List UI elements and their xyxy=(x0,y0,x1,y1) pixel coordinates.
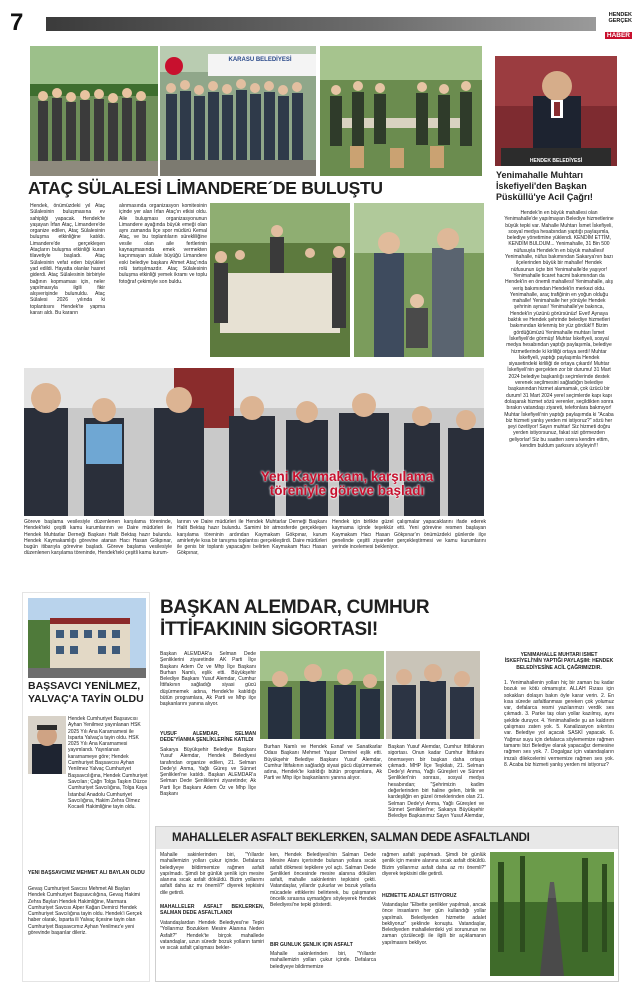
courthouse-photo xyxy=(28,598,146,678)
muhtar-photo xyxy=(495,56,617,166)
asfalt-col3b: Vatandaşlar "Elbette şenlikler yapılmalı, ancak önce insanların her gün kullandığı yollar yapılmalı. Belediyeden hizmette adalet bekliyoruz" şeklinde konuştu. Vatandaşlar, Belediyeden mahallelerdeki yol sorununun ne zaman çözüleceği ile ilgili bir açıklamanın yapılmasını bekliyor. xyxy=(382,902,486,946)
bassavci-subhead: YENİ BAŞSAVCIMIZ MEHMET ALİ BAYLAN OLDU xyxy=(28,870,145,876)
atac-banner-label: KARASU BELEDİYESİ xyxy=(228,57,292,63)
atac-photo-table xyxy=(320,46,482,176)
alemdar-col1: Başkan ALEMDAR'a Selman Dede Şenliklerini ziyaretinde AK Parti İlçe Başkanı Adem Öz ve Mhp İlçe Başkanı Burhan Namlı, eşlik etti. Büyükşehir Belediye Başkanı Yusuf Alemdar, Cumhur İttifakının sağladığı siyasi gücü düşürmemek adına, Hendek'te katıldığı bütün programlara, Ak Parti ve Mhp ilçe başkanlarını yanına alıyor. xyxy=(160,651,256,708)
bassavci-headline: BAŞSAVCI YENİLMEZ, YALVAÇ'A TAYİN OLDU xyxy=(28,680,144,705)
muhtar-subhead: YENİMAHALLE MUHTARI İSMET İSKEFİYELİ'NİN YAPTIĞI PAYLAŞIM: HENDEK BELEDİYESİNE ACİL ÇAĞRIMIZDIR. xyxy=(504,652,614,671)
muhtar-headline-line1: Yenimahalle Muhtarı xyxy=(496,170,584,180)
atac-photo-banner xyxy=(160,46,316,176)
logo-line-2: GERÇEK xyxy=(608,18,632,24)
page-header xyxy=(10,9,632,39)
muhtar-podium-label: HENDEK BELEDİYESİ xyxy=(529,158,583,164)
asfalt-headline: MAHALLELER ASFALT BEKLERKEN, SALMAN DEDE ASFALTLANDI xyxy=(172,832,530,844)
alemdar-headline-line1: BAŞKAN ALEMDAR, CUMHUR xyxy=(160,597,430,618)
alemdar-photo-2 xyxy=(386,651,480,739)
bassavci-body2: Gevaş Cumhuriyet Savcısı Mehmet Ali Baylan Hendek Cumhuriyet Başsavcılığına, Gevaş Hakimi Zehra Baylan Hendek Hakimliğine, Marmara Cumhuriyet Savcısı Alper Kağan Demirci Hendek Cumhuriyet Savcılığına tayin oldu. Hendek'i Gerçek haber olarak, Isparta ili Yalvaç ilçesine tayin olan Cumhuriyet Başsavcımız Ayhan Yenilmez'e yeni görevinde başarılar dileriz. xyxy=(28,886,143,937)
alemdar-headline-line2: İTTİFAKININ SİGORTASI! xyxy=(160,619,378,640)
bassavci-body: Hendek Cumhuriyet Başsavcısı Ayhan Yenilmez yayınlanan HSK 2025 Yılı Ana Kararnamesi ile Isparta Yalvaç'a tayin oldu. HSK 2025 Yılı Ana Kararnamesi yayımlandı. Yayınlanan kararnameye göre; Hendek Cumhuriyet Başsavcısı Ayhan Yenilmez Yalvaç Cumhuriyet Başsavcılığına, Hendek Cumhuriyet Savcıları; Çağrı Tolga Taşkın Düzce Cumhuriyet Savcılığına, Tolga Kaya İstanbul Anadolu Cumhuriyet Savcılığına, Hakim Zehra Ölmez Kocaeli Hakimliğine tayin oldu. xyxy=(68,716,148,811)
asfalt-col3: rağmen asfalt yapılmadı. Şimdi bir günlük şenlik için mesire alanına sıcak asfalt döküldü. Bizim yollarımız asfalt daha az mı önemli?" diyerek tepkisini dile getirdi. xyxy=(382,852,486,877)
atac-col2: alınmasında organizasyon komitesinin içinde yer alan İrfan Ataç'ın etkisi oldu. Aile buluşması organizasyonunun Limandere ayağında büyük emeği olan aynı zamanda İlçe spor müdürü Kemal Ataç, ve bu toplantıların sürekliliğine vesile olan aile fertlerinin kaynaşmasında emek vermekten kaçınmayan sülale büyüğü Limandere eski belediye başkanı Ahmet Ataç'ında rolü tartışılmazdır. Ataç Sülalesinin buluşma etkinliği yemek ikramı ve toplu fotoğraf çekimiyle son buldu. xyxy=(119,203,207,285)
alemdar-col2: Burhan Namlı ve Hendek Esnaf ve Sanatkarlar Odası Başkanı Mehmet Yaşar Demirel eşlik etti. Büyükşehir Belediye Başkanı Yusuf Alemdar, Cumhur İttifakının sağladığı siyasi gücü düşürmemek adına, Hendek'te katıldığı bütün programlara, Ak Parti ve Mhp ilçe başkanlarını yanına alıyor. xyxy=(264,744,382,782)
atac-photo-group xyxy=(30,46,158,176)
alemdar-photo-1 xyxy=(260,651,384,739)
asfalt-col2b: Mahalle sakinlerinden biri, "Yıllardır mahallemizin yolları çukur içinde. Defalarca belediyeye bildirmemize xyxy=(270,951,376,970)
kaymakam-caption-line2: töreniyle göreve başladı xyxy=(269,483,425,498)
logo-line-3: HABER xyxy=(606,32,630,39)
alemdar-sub1: YUSUF ALEMDAR, SELMAN DEDE'YİANMA ŞENLİKLERİNE KATILDI xyxy=(160,731,256,744)
asfalt-sub3: HİZMETTE ADALET İSTİYORUZ xyxy=(382,893,457,899)
asfalt-road-photo xyxy=(490,852,614,976)
alemdar-col3-visible: Başkan Yusuf Alemdar, Cumhur İttifakının sigortası. Onun kadar Cumhur İttifakını önemseyen bir başkan daha ortaya çıkmadı. MHP İlçe Teşkilatı, 21. Selman Dede'yi Anma, Yağlı Güreşleri ve Sünnet Şenlikleri'nin sonrası, sosyal medya hesabından; "Şehrimizin kadim değerlerinden biri haline gelen, birlik ve kardeşliğin en güzel örneklerinden olan 21. Selman Dede'yi Anma, Yağlı Güreşleri ve Sünnet Şenlikleri'ne; Sakarya Büyükşehir Belediye Başkanımız Sayın Yusuf Alemdar, xyxy=(388,744,484,820)
bassavci-portrait xyxy=(28,716,66,774)
asfalt-col1: Mahalle sakinlerinden biri, "Yıllardır mahallemizin yolları çukur içinde. Defalarca belediyeye bildirmemize rağmen asfalt yapılmadı. Şimdi bir günlük şenlik için mesire alanına sıcak asfalt döküldü. Bizim yollarımı asfalt daha az mı önemli?" diyerek tepkisini dile getirdi. xyxy=(160,852,264,896)
atac-headline: ATAÇ SÜLALESİ LİMANDERE´DE BULUŞTU xyxy=(28,178,383,198)
asfalt-col1b: Vatandaşlardan Hendek Belediyesi'ne Tepki "Yollarımız Bozukken Mesire Alanına Neden Asfalt?" Hendek'te birçok mahallede vatandaşlar, uzun süredir bozuk yolların tamiri ve sıcak asfalt çalışması bekler- xyxy=(160,920,264,952)
atac-col1: Hendek, önümüzdeki yıl Ataç Sülalesinin buluşmasına ev sahipliği yapacak. Hendek'te yaşayan İrfan Ataç, Limandere'de organize edilen, Ataç Sülalesinin buluşma etkinliğine katıldı. Limandere'de gerçekleşen Ataçların buluşma etkinliği kuran tilavetiyle başladı. Ataç Sülalesinin vefat eden büyükleri yad edildi. Hayatta olanlar hasret giderdi. Ataç Sülalesinin birbiriyle bağının kopmaması için, neler yapılmasıyla ilgili fikir alışverişinde bulunuldu. Ataç Sülalesi 2026 yılında ki toplantısını Hendek'te yapma kararı aldı. Bu kararın xyxy=(30,203,105,317)
atac-photo-two-men xyxy=(354,203,484,357)
alemdar-col1b: Sakarya Büyükşehir Belediye Başkanı Yusuf Alemdar, Hendek Belediyesi tarafından organize edilen, 21. Selman Dede'yi Anma, Yağlı Güreş ve Sünnet Şenlikleri'ne katıldı. Başkan ALEMDAR'a Selman Dede Şenliklerini ziyaretinde; Ak Parti İlçe Başkanı Adem Öz ve Mhp İlçe Başkanı xyxy=(160,747,256,798)
muhtar-headline-line2: İskefiyeli'den Başkan xyxy=(496,181,587,191)
kaymakam-caption-line1: Yeni Kaymakam, karşılama xyxy=(260,469,434,484)
kaymakam-col2: larının ve Daire müdürleri ile Hendek Muhtarlar Derneği Başkanı Halit Bektaş hazır bulundu. Samimi bir atmosferde gerçekleşen karşılama töreninin ardından Kaymakam Gökpınar, kurum amirleriyle kısa bir tanışma toplantısı gerçekleştirdi. Daire müdürleri ile genis bir toplantı yapacağını belirten Kaymakam Hacı Hasan Gökpınar, xyxy=(177,519,327,557)
muhtar-body: Hendek'in en büyük mahallesi olan Yenimahalle'de yapılmayan Belediye hizmetlerine büyük tepki var. Mahalle Muhtarı İsmet İskefiyeli, sosyal medya hesabından yaptığı paylaşımla, belediye yönetimine yüklendi. KENDİM ETTİM, KENDİM BULDUM... Yenimahalle, 31 Bin 500 nüfusuyla Hendek'in en büyük mahallesi! Yenimahalle, nüfus bakımından Sakarya'nın bazı ilçelerinden büyük bir mahalle! Hendek nüfusunun üçte biri Yenimahalle'de yaşıyor! Yenimahalle ticaret hacmi bakımından da Hendek'in en önemli mahallesi! Yenimahalle, alış veriş bakımından Hendek'in merkezi oldu. Yenimahalle, araç trafiğinin en yoğun olduğu mahalle! Yenimahalle her yönüyle Hendek şehrinin aynası! Yenimahalle'ye bakınca, Hendek'in yüzünü görürsünüz! Evet! Aynaya baktık ve Hendek şehrinde belediye hizmetleri bakımından kirlenmiş bir yüz gördük!!! Bizim gördüğümüzü Yenimahalle muhtarı İsmet İskefiyeli'de görmüş! Muhtar İskefiyeli, sosyal medya hesabından yaptığı paylaşımla, belediye hizmetlerinde ki kirliliği ortaya serdi! Muhtar İskefiyeli, yaptığı paylaşımla Hendek siyasetindeki kirliliği de ortaya çıkardı! Muhtar İskefiyeli'nin gerçekten zor bir durumu! 31 Mart 2024 belediye başkanlığı seçimlerinde destek verenek seçilmesini sağladığın belediye başkanından hizmet alamamak, çok üzücü bir durum! 31 Mart 2024 yerel seçimlerde kapı kapı dolaşarak hizmet sözü verenler, seçildikten sonra bırakın vatandaşı ziyareti, telefonlara bakmıyor! Muhtar İskefiyeli'nin yaptığı paylaşımda ki "Acaba biz hizmeti yanlış yerden mi istiyoruz?" sözü her şeyi özetliyor! Sayın muhtar! Siz hizmeti doğru yerden istiyorsunuz, fakat sizi görmezden geliyorlar! Siz bu saatten sonra kendim ettim, kendim buldum şarkısını söyleyin!!! xyxy=(504,210,614,449)
kaymakam-col1: Göreve başlama vesilesiyle düzenlenen karşılama töreninde, Hendek'teki çeşitli kamu kurumlarının ve Daire müdürleri ile Hendek Muhtarlar Derneği Başkanı Halit Bektaş hazır bulundu. Hendek Kaymakamlığı görevine atanan Hacı Hasan Gökpınar, bugün itibarıyla görevine başladı. Göreve başlama vesilesiyle düzenlenen karşılama töreninde, Hendek'teki çeşitli kamu kurum- xyxy=(24,519,172,557)
page-number: 7 xyxy=(10,9,24,36)
asfalt-sub2: BİR GÜNLÜK ŞENLİK İÇİN ASFALT xyxy=(270,942,353,948)
kaymakam-col3: Hendek için birlikte güzel çalışmalar yapacaklarını ifade ederek kaymama içinde teşekkür etti. Yeni görevine resmen başlayan Kaymakam Hacı Hasan Gökpınar'ın önümüzdeki günlerde ilçe genelinde çeşitli ziyaretler gerçekleştirmesi ve kamu kurumlarını yerinde incelemesi bekleniyor. xyxy=(332,519,486,551)
asfalt-sub1: MAHALLELER ASFALT BEKLERKEN, SALMAN DEDE ASFALTLANDI xyxy=(160,904,264,917)
muhtar-headline xyxy=(496,170,621,203)
atac-photo-dinner xyxy=(210,203,350,357)
asfalt-col2: ken, Hendek Belediyesi'nin Salman Dede Mesire Alanı içerisinde bulunan yollara sıcak asfalt dökmesi tepkilere yol açtı. Salman Dede Şenlikleri öncesinde mesire alanına dökülen asfalt, mahalle sakinlerinin tepkisini çekti. Vatandaşlar, yıllardır çukurlar ve bozuk yollarla mücadele ettiklerini belirterek, bu çalışmanın öncelik sırasına uymadığını söyleyerek Hendek Belediyesi'ne tepki gösterdi. xyxy=(270,852,376,909)
newspaper-logo xyxy=(598,12,632,39)
muhtar-headline-line3: Püsküllü'ye Acil Çağrı! xyxy=(496,192,593,202)
logo-line-1: HENDEK xyxy=(608,12,632,18)
alemdar-headline xyxy=(160,597,429,641)
kaymakam-caption xyxy=(222,470,472,498)
header-bar xyxy=(46,17,596,31)
muhtar-list: 1. Yenimahallenin yolları hiç bir zaman bu kadar bozuk ve kötü olmamıştır. ALLAH Rızası için sokakları dolaşın bakın öyle karar verin. 2. En kısa sürede asfaltlanması gereken çok yolumuz var, defalarca resmi yazılarımızı verdik ses çıkmadı. 3. Parke taş olan yollar kazılmış, aynı şekilde duruyor. 4. Yenimahallede şu an kaldırım çalışması zaten yok. 5. Kanalizasyon sıkıntısı var. Belediye yol açacak SASKİ yapacak. 6. Yağmur suyu için defalarca söylememize rağmen tamamı bizi Belediye olarak yapacağız demesine rağmen ses yok. 7. Dogalgaz için vatandaşların imzalı dilekcelerini vermemize rağmen ses yok. 8. Acaba biz hizmeti yanlış yerden mi istiyoruz? xyxy=(504,680,614,768)
